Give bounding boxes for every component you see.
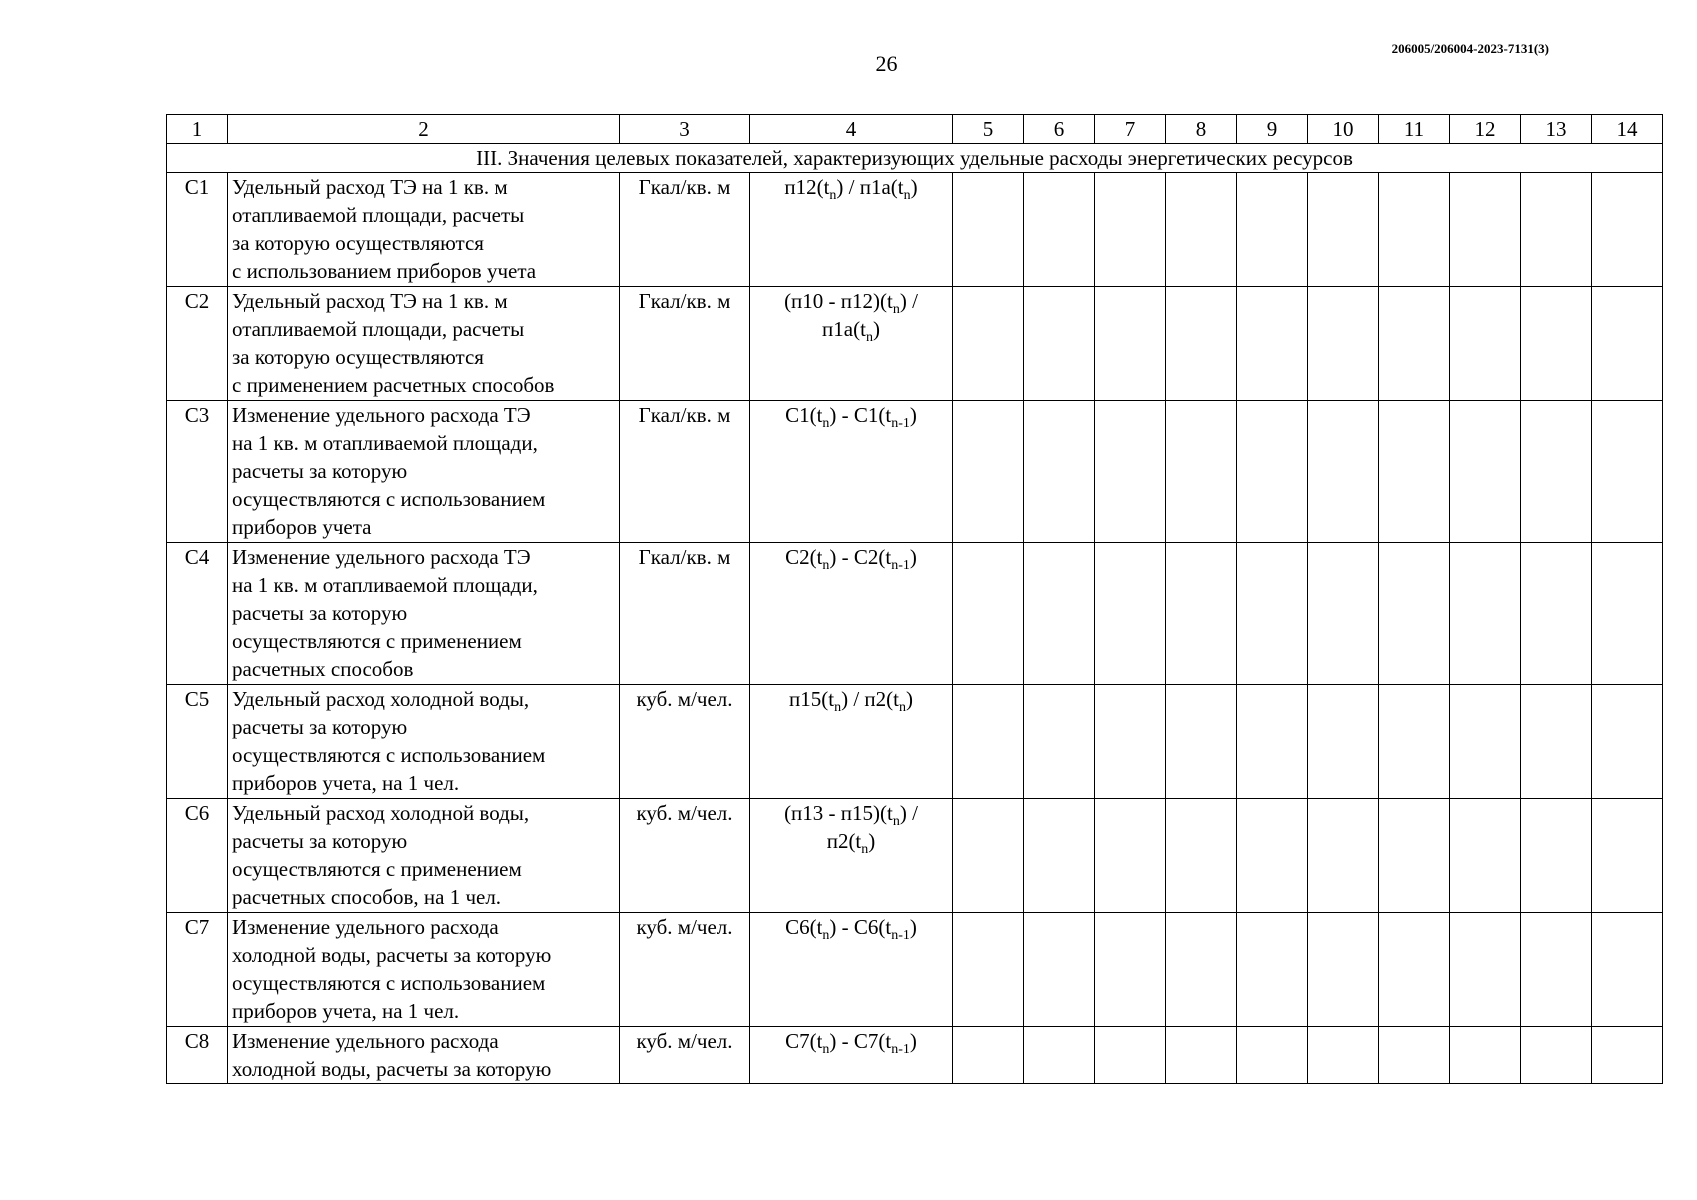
value-cell-col-10 (1308, 287, 1379, 401)
column-header: 4 (750, 115, 953, 144)
indicator-unit: куб. м/чел. (620, 799, 750, 913)
indicator-name-line: на 1 кв. м отапливаемой площади, (232, 573, 538, 597)
value-cell-col-7 (1095, 1027, 1166, 1084)
value-cell-col-10 (1308, 1027, 1379, 1084)
table-row (167, 543, 1663, 685)
value-cell-col-9 (1237, 401, 1308, 543)
indicator-name-line: Удельный расход ТЭ на 1 кв. м (232, 289, 508, 313)
value-cell-col-6 (1024, 287, 1095, 401)
value-cell-col-13 (1521, 685, 1592, 799)
indicator-name-line: расчетных способов, на 1 чел. (232, 885, 502, 909)
column-number-row (167, 115, 1663, 144)
formula-text: п12(t (784, 175, 830, 199)
value-cell-col-14 (1592, 543, 1663, 685)
indicator-unit: куб. м/чел. (620, 685, 750, 799)
indicator-name-line: за которую осуществляются (232, 231, 484, 255)
indicator-formula (750, 799, 953, 913)
formula-text: ) / п2(t (841, 687, 899, 711)
value-cell-col-10 (1308, 799, 1379, 913)
indicator-name-line: Удельный расход холодной воды, (232, 687, 530, 711)
value-cell-col-8 (1166, 913, 1237, 1027)
formula-subscript: n-1 (891, 1042, 910, 1058)
indicator-name-line: за которую осуществляются (232, 345, 484, 369)
value-cell-col-12 (1450, 543, 1521, 685)
value-cell-col-8 (1166, 1027, 1237, 1084)
formula-text: ) / п1а(t (836, 175, 904, 199)
indicator-code: С1 (167, 173, 228, 287)
column-header: 6 (1024, 115, 1095, 144)
table-row (167, 173, 1663, 287)
value-cell-col-6 (1024, 1027, 1095, 1084)
indicator-formula (750, 173, 953, 287)
indicator-unit: Гкал/кв. м (620, 287, 750, 401)
formula-subscript: n (822, 928, 830, 944)
formula-text: п15(t (789, 687, 835, 711)
formula-text: ) (909, 1029, 917, 1053)
value-cell-col-8 (1166, 401, 1237, 543)
formula-subscript: n (822, 416, 830, 432)
indicator-name-line: расчетных способов (232, 657, 414, 681)
formula-text: ) (910, 175, 918, 199)
value-cell-col-14 (1592, 799, 1663, 913)
indicator-name-line: приборов учета (232, 515, 372, 539)
formula-line (754, 287, 948, 318)
value-cell-col-5 (953, 799, 1024, 913)
value-cell-col-10 (1308, 685, 1379, 799)
value-cell-col-13 (1521, 1027, 1592, 1084)
value-cell-col-5 (953, 401, 1024, 543)
indicator-code: С7 (167, 913, 228, 1027)
indicator-formula (750, 1027, 953, 1084)
indicator-name-line: холодной воды, расчеты за которую (232, 1057, 552, 1081)
value-cell-col-8 (1166, 543, 1237, 685)
indicator-formula (750, 401, 953, 543)
formula-text: (п10 - п12)(t (784, 289, 893, 313)
formula-line (754, 315, 948, 346)
value-cell-col-9 (1237, 173, 1308, 287)
value-cell-col-5 (953, 685, 1024, 799)
formula-subscript: n (861, 842, 869, 858)
value-cell-col-10 (1308, 913, 1379, 1027)
value-cell-col-10 (1308, 543, 1379, 685)
indicator-name (228, 799, 620, 913)
formula-line (754, 799, 948, 830)
formula-line (754, 543, 948, 574)
value-cell-col-11 (1379, 401, 1450, 543)
value-cell-col-12 (1450, 685, 1521, 799)
formula-text: ) / (899, 289, 918, 313)
indicator-name (228, 173, 620, 287)
formula-line (754, 685, 948, 716)
value-cell-col-6 (1024, 913, 1095, 1027)
indicator-name-line: расчеты за которую (232, 715, 408, 739)
indicator-name (228, 401, 620, 543)
indicator-code: С4 (167, 543, 228, 685)
column-header: 2 (228, 115, 620, 144)
formula-text: п1а(t (822, 317, 866, 341)
indicator-name (228, 685, 620, 799)
indicator-name (228, 287, 620, 401)
formula-subscript: n (903, 188, 911, 204)
indicator-code: С5 (167, 685, 228, 799)
formula-text: ) (909, 545, 917, 569)
formula-text: С6(t (785, 915, 823, 939)
indicator-name-line: с использованием приборов учета (232, 259, 537, 283)
value-cell-col-13 (1521, 799, 1592, 913)
column-header: 8 (1166, 115, 1237, 144)
document-id: 206005/206004-2023-7131(3) (1391, 41, 1549, 56)
value-cell-col-5 (953, 173, 1024, 287)
indicator-name-line: Изменение удельного расхода (232, 1029, 499, 1053)
target-indicators-table (166, 114, 1663, 1084)
formula-line (754, 401, 948, 432)
formula-text: С2(t (785, 545, 823, 569)
formula-text: (п13 - п15)(t (784, 801, 893, 825)
table-row (167, 799, 1663, 913)
indicator-name-line: с применением расчетных способов (232, 373, 555, 397)
value-cell-col-9 (1237, 1027, 1308, 1084)
indicator-name-line: осуществляются с использованием (232, 743, 546, 767)
value-cell-col-11 (1379, 287, 1450, 401)
table-row (167, 287, 1663, 401)
column-header: 3 (620, 115, 750, 144)
value-cell-col-8 (1166, 287, 1237, 401)
indicator-formula (750, 913, 953, 1027)
value-cell-col-14 (1592, 287, 1663, 401)
value-cell-col-5 (953, 287, 1024, 401)
value-cell-col-7 (1095, 913, 1166, 1027)
value-cell-col-9 (1237, 913, 1308, 1027)
value-cell-col-13 (1521, 401, 1592, 543)
formula-subscript: n (898, 700, 906, 716)
value-cell-col-14 (1592, 1027, 1663, 1084)
formula-subscript: n (892, 302, 900, 318)
formula-text: С1(t (785, 403, 823, 427)
indicator-name-line: отапливаемой площади, расчеты (232, 203, 525, 227)
column-header: 14 (1592, 115, 1663, 144)
indicator-unit: Гкал/кв. м (620, 543, 750, 685)
formula-text: ) - С6(t (829, 915, 892, 939)
indicator-formula (750, 685, 953, 799)
value-cell-col-6 (1024, 543, 1095, 685)
value-cell-col-5 (953, 913, 1024, 1027)
column-header: 5 (953, 115, 1024, 144)
indicator-name-line: осуществляются с использованием (232, 971, 546, 995)
formula-subscript: n (834, 700, 842, 716)
value-cell-col-12 (1450, 799, 1521, 913)
value-cell-col-11 (1379, 543, 1450, 685)
value-cell-col-11 (1379, 173, 1450, 287)
formula-subscript: n (892, 814, 900, 830)
formula-text: ) / (899, 801, 918, 825)
indicator-name (228, 913, 620, 1027)
formula-text: ) (909, 915, 917, 939)
value-cell-col-5 (953, 1027, 1024, 1084)
indicator-name (228, 1027, 620, 1084)
indicator-name-line: Изменение удельного расхода ТЭ (232, 545, 531, 569)
value-cell-col-11 (1379, 799, 1450, 913)
value-cell-col-12 (1450, 401, 1521, 543)
indicator-code: С3 (167, 401, 228, 543)
indicator-name-line: расчеты за которую (232, 459, 408, 483)
indicator-name-line: Удельный расход ТЭ на 1 кв. м (232, 175, 508, 199)
value-cell-col-5 (953, 543, 1024, 685)
indicator-unit: куб. м/чел. (620, 913, 750, 1027)
formula-text: ) (909, 403, 917, 427)
value-cell-col-7 (1095, 173, 1166, 287)
column-header: 11 (1379, 115, 1450, 144)
value-cell-col-9 (1237, 799, 1308, 913)
value-cell-col-13 (1521, 173, 1592, 287)
column-header: 10 (1308, 115, 1379, 144)
formula-subscript: n-1 (891, 928, 910, 944)
formula-text: ) - С1(t (829, 403, 892, 427)
value-cell-col-7 (1095, 287, 1166, 401)
formula-subscript: n (822, 1042, 830, 1058)
indicator-name-line: осуществляются с использованием (232, 487, 546, 511)
value-cell-col-9 (1237, 685, 1308, 799)
value-cell-col-12 (1450, 913, 1521, 1027)
formula-subscript: n (822, 558, 830, 574)
indicator-formula (750, 543, 953, 685)
value-cell-col-12 (1450, 287, 1521, 401)
value-cell-col-10 (1308, 173, 1379, 287)
column-header: 7 (1095, 115, 1166, 144)
indicator-code: С8 (167, 1027, 228, 1084)
indicator-name-line: Удельный расход холодной воды, (232, 801, 530, 825)
formula-subscript: n (865, 330, 873, 346)
table-row (167, 913, 1663, 1027)
table-row (167, 401, 1663, 543)
indicator-name-line: Изменение удельного расхода (232, 915, 499, 939)
column-header: 9 (1237, 115, 1308, 144)
indicator-code: С2 (167, 287, 228, 401)
indicator-name-line: расчеты за которую (232, 829, 408, 853)
formula-text: ) - С2(t (829, 545, 892, 569)
value-cell-col-10 (1308, 401, 1379, 543)
value-cell-col-14 (1592, 173, 1663, 287)
indicator-name-line: приборов учета, на 1 чел. (232, 771, 460, 795)
formula-line (754, 827, 948, 858)
value-cell-col-14 (1592, 913, 1663, 1027)
value-cell-col-6 (1024, 401, 1095, 543)
indicator-name (228, 543, 620, 685)
formula-text: ) - С7(t (829, 1029, 892, 1053)
value-cell-col-13 (1521, 287, 1592, 401)
indicator-name-line: отапливаемой площади, расчеты (232, 317, 525, 341)
value-cell-col-7 (1095, 685, 1166, 799)
column-header: 13 (1521, 115, 1592, 144)
indicator-code: С6 (167, 799, 228, 913)
value-cell-col-12 (1450, 1027, 1521, 1084)
page-number: 26 (875, 51, 898, 76)
indicator-name-line: холодной воды, расчеты за которую (232, 943, 552, 967)
value-cell-col-11 (1379, 913, 1450, 1027)
value-cell-col-13 (1521, 543, 1592, 685)
indicator-name-line: осуществляются с применением (232, 629, 522, 653)
value-cell-col-6 (1024, 685, 1095, 799)
section-row (167, 144, 1663, 173)
value-cell-col-8 (1166, 685, 1237, 799)
value-cell-col-11 (1379, 1027, 1450, 1084)
indicator-name-line: расчеты за которую (232, 601, 408, 625)
value-cell-col-7 (1095, 543, 1166, 685)
formula-text: С7(t (785, 1029, 823, 1053)
value-cell-col-6 (1024, 799, 1095, 913)
indicator-unit: Гкал/кв. м (620, 401, 750, 543)
formula-subscript: n-1 (891, 416, 910, 432)
value-cell-col-9 (1237, 287, 1308, 401)
formula-line (754, 173, 948, 204)
table-row (167, 1027, 1663, 1084)
value-cell-col-12 (1450, 173, 1521, 287)
formula-line (754, 1027, 948, 1058)
formula-text: ) (905, 687, 913, 711)
indicator-formula (750, 287, 953, 401)
indicator-unit: Гкал/кв. м (620, 173, 750, 287)
column-header: 1 (167, 115, 228, 144)
indicator-name-line: на 1 кв. м отапливаемой площади, (232, 431, 538, 455)
value-cell-col-6 (1024, 173, 1095, 287)
formula-text: ) (868, 829, 876, 853)
indicator-unit: куб. м/чел. (620, 1027, 750, 1084)
column-header: 12 (1450, 115, 1521, 144)
formula-text: ) (872, 317, 880, 341)
table-row (167, 685, 1663, 799)
value-cell-col-8 (1166, 173, 1237, 287)
indicator-name-line: приборов учета, на 1 чел. (232, 999, 460, 1023)
section-title: III. Значения целевых показателей, характеризующих удельные расходы энергетических ресурсов (167, 144, 1663, 173)
formula-line (754, 913, 948, 944)
value-cell-col-14 (1592, 685, 1663, 799)
indicator-name-line: Изменение удельного расхода ТЭ (232, 403, 531, 427)
indicator-name-line: осуществляются с применением (232, 857, 522, 881)
formula-subscript: n-1 (891, 558, 910, 574)
value-cell-col-7 (1095, 401, 1166, 543)
value-cell-col-8 (1166, 799, 1237, 913)
formula-text: п2(t (826, 829, 862, 853)
formula-subscript: n (829, 188, 837, 204)
value-cell-col-11 (1379, 685, 1450, 799)
value-cell-col-14 (1592, 401, 1663, 543)
value-cell-col-13 (1521, 913, 1592, 1027)
value-cell-col-9 (1237, 543, 1308, 685)
value-cell-col-7 (1095, 799, 1166, 913)
